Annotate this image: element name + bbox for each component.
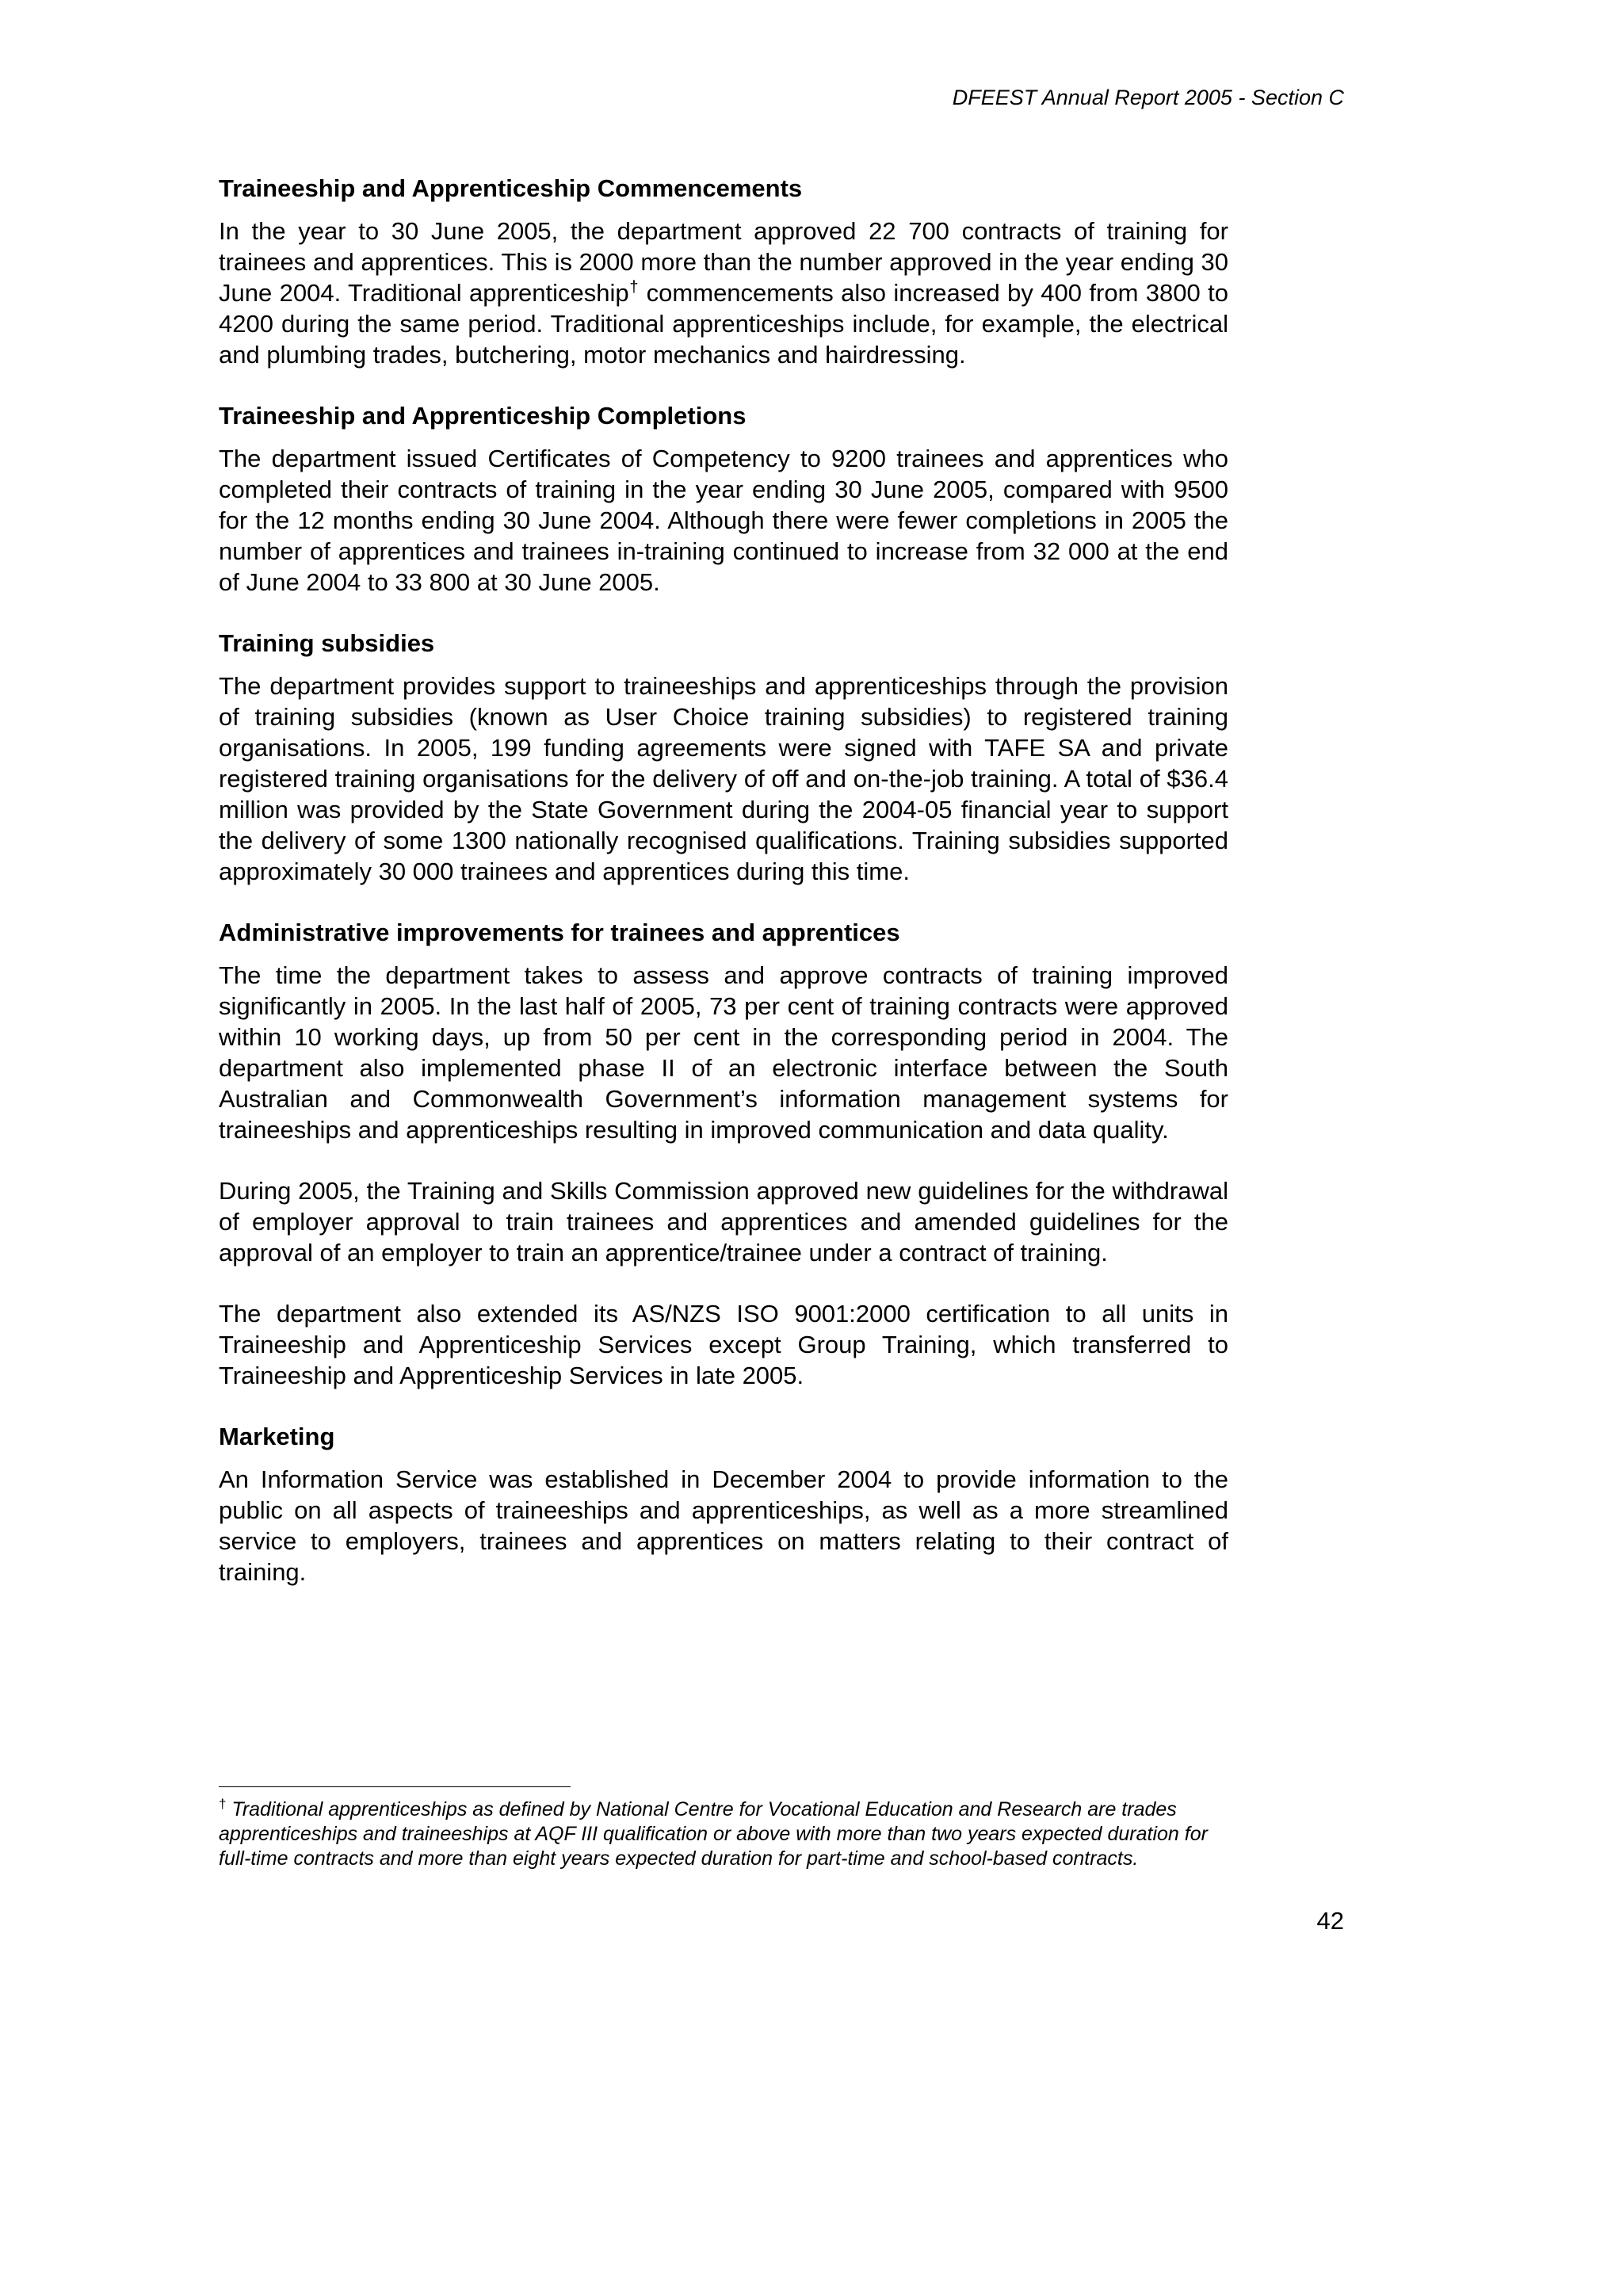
document-body <box>219 173 1228 1618</box>
section-title-administrative-improvements: Administrative improvements for trainees and apprentices <box>219 919 900 946</box>
paragraph-administrative-improvements-1: The time the department takes to assess and approve contracts of training improved significantly in 2005. In the last half of 2005, 73 per cent of training contracts were approved within 10 working days, up from 50 per cent in the corresponding period in 2004. The department also implemented phase II of an electronic interface between the South Australian and Commonwealth Government’s information management systems for traineeships and apprenticeships resulting in improved communication and data quality. <box>219 961 1228 1144</box>
paragraph-marketing: An Information Service was established in December 2004 to provide information to the public on all aspects of traineeships and apprenticeships, as well as a more streamlined service to employers, trainees and apprentices on matters relating to their contract of training. <box>219 1465 1228 1586</box>
footnote-reference-mark[interactable]: † <box>628 278 640 296</box>
paragraph-completions: The department issued Certificates of Competency to 9200 trainees and apprentices who completed their contracts of training in the year ending 30 June 2005, compared with 9500 for the 12 months ending 30 June 2004. Although there were fewer completions in 2005 the number of apprentices and trainees in-training continued to increase from 32 000 at the end of June 2004 to 33 800 at 30 June 2005. <box>219 445 1228 596</box>
section-title-commencements: Traineeship and Apprenticeship Commencements <box>219 174 803 202</box>
section-title-completions: Traineeship and Apprenticeship Completions <box>219 402 747 430</box>
paragraph-commencements <box>219 216 1228 370</box>
footnote-mark: † <box>219 1796 227 1812</box>
paragraph-administrative-improvements-3: The department also extended its AS/NZS ISO 9001:2000 certification to all units in Traineeship and Apprenticeship Services except Group Training, which transferred to Traineeship and Apprenticeship Services in late 2005. <box>219 1300 1228 1389</box>
footnote-text: Traditional apprenticeships as defined by National Centre for Vocational Education and Research are trades apprenticeships and traineeships at AQF III qualification or above with more than two years expected duration for full-time contracts and more than eight years expected duration for part-time and school-based contracts. <box>219 1798 1208 1870</box>
paragraph-training-subsidies: The department provides support to traineeships and apprenticeships through the provision of training subsidies (known as User Choice training subsidies) to registered training organisations. In 2005, 199 funding agreements were signed with TAFE SA and private registered training organisations for the delivery of off and on-the-job training. A total of $36.4 million was provided by the State Government during the 2004-05 financial year to support the delivery of some 1300 nationally recognised qualifications. Training subsidies supported approximately 30 000 trainees and apprentices during this time. <box>219 672 1228 885</box>
paragraph-administrative-improvements-2: During 2005, the Training and Skills Commission approved new guidelines for the withdrawal of employer approval to train trainees and apprentices and amended guidelines for the approval of an employer to train an apprentice/trainee under a contract of training. <box>219 1177 1228 1266</box>
footnote-separator <box>219 1786 571 1787</box>
paragraph-commencements-text-a: In the year to 30 June 2005, the department approved 22 700 contracts of training for trainees and apprentices. This is 2000 more than the number approved in the year ending 30 June 2004. Traditional apprenticeship <box>219 217 1228 307</box>
page-number: 42 <box>1316 1907 1344 1935</box>
section-title-training-subsidies: Training subsidies <box>219 629 435 657</box>
section-title-marketing: Marketing <box>219 1423 335 1450</box>
footnote <box>219 1797 1228 1871</box>
running-header: DFEEST Annual Report 2005 - Section C <box>952 86 1344 109</box>
paragraph-commencements-text-b: commencements also increased by 400 from 3800 to 4200 during the same period. Traditional apprenticeships include, for example, the electrical and plumbing trades, butchering, motor mechanics and hairdressing. <box>219 279 1228 369</box>
